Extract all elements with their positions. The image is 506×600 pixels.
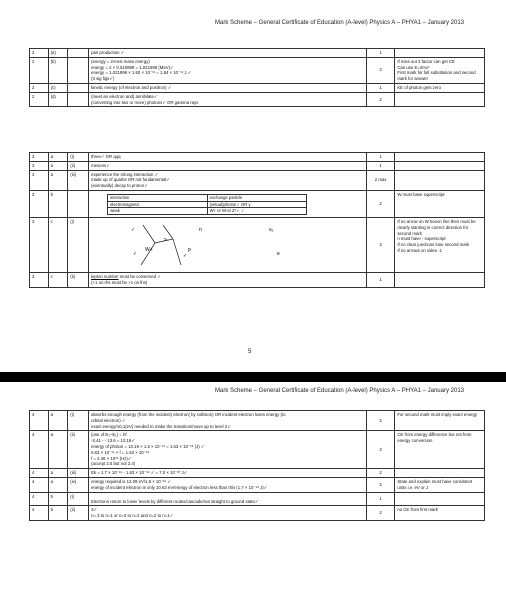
table-row: [30, 477, 485, 492]
q-part: (c): [48, 83, 68, 92]
note-line: CE from energy difference but not from energy conversion: [397, 432, 472, 444]
q-part: a: [48, 161, 68, 170]
q-part: a: [48, 431, 68, 469]
q-part: (a): [48, 49, 68, 58]
inner-header: exchange particle: [207, 194, 307, 201]
q-part: c: [48, 218, 68, 273]
q-number: 3: [30, 170, 49, 190]
tick-mark: ✓: [131, 227, 136, 233]
inner-cell: W+ or W-or Z⁰✓ ✓: [207, 208, 307, 215]
q-number: 3: [30, 161, 49, 170]
q-subpart: (ii): [68, 273, 89, 288]
mark-cell: 3: [366, 431, 394, 469]
answer-line: energy of photon = 10.19 × 1.6 × 10⁻¹⁹ = 1.63 × 10⁻¹⁸ (J) ✓: [91, 443, 205, 449]
q-part: (d): [48, 92, 68, 107]
mark-cell: 1: [366, 273, 394, 288]
q-subpart: [68, 83, 89, 92]
notes-cell: [395, 57, 485, 83]
answer-line: (3 sig figs✓): [91, 76, 115, 82]
notes-cell: [395, 411, 485, 431]
answer-cell: [89, 273, 367, 288]
answer-line: -3.41 - - 13.6 = 10.19✓: [91, 438, 135, 444]
inner-cell: electromagnetic: [108, 201, 208, 208]
answer-line: exact energy/10.1(eV) needed to make the transition/move up to level 2✓: [91, 423, 231, 429]
table-row: [30, 49, 485, 58]
mark-cell: 2: [366, 190, 394, 217]
answer-line: (converting into two or more) photons✓ OR gamma rays: [91, 99, 199, 105]
q-subpart: (i): [68, 153, 89, 162]
note-line: n must have - superscript: [397, 236, 446, 242]
page-number: 5: [248, 349, 252, 355]
answer-line: mesons✓: [91, 162, 110, 168]
q-part: b: [48, 492, 68, 506]
q-number: 3: [30, 153, 49, 162]
mark-cell: 3: [366, 218, 394, 273]
q-part: c: [48, 273, 68, 288]
answer-cell: [89, 92, 367, 107]
note-line: If no clear junctions lose second mark: [397, 242, 470, 248]
q-number: 3: [30, 190, 49, 217]
answer-line: three✓ OR qqq: [91, 154, 121, 159]
inner-cell: weak: [108, 208, 208, 215]
answer-line: experience the strong interaction ✓: [91, 171, 159, 177]
note-line: For second mark must imply exact energy: [397, 412, 478, 417]
notes-cell: [395, 469, 485, 478]
answer-line: made up of quarks OR not fundamental✓: [91, 177, 170, 183]
q-number: 4: [30, 411, 49, 431]
answer-line: 6.63 × 10⁻³⁴ × f = 1.63 × 10⁻¹⁸: [91, 449, 150, 455]
q-subpart: (i): [68, 492, 89, 506]
note-line: If no arrows on sides -1: [397, 247, 442, 253]
label-e: e: [277, 251, 280, 257]
table-row: [30, 506, 485, 521]
answer-cell: [89, 83, 367, 92]
q-number: 2: [30, 57, 49, 83]
q-subpart: [68, 190, 89, 217]
q-number: 2: [30, 92, 49, 107]
table-row: [30, 273, 485, 288]
answer-cell: [89, 431, 367, 469]
answer-cell: [89, 506, 367, 521]
note-line: Can use E=2mc²: [397, 64, 430, 70]
q-subpart: [68, 49, 89, 58]
answer-line: (energy = 2×rest mass energy): [91, 58, 150, 64]
q-part: a: [48, 170, 68, 190]
answer-line: (accept 2.5 but not 2.4): [91, 461, 136, 467]
answer-line: orbital electron) ✓: [91, 417, 126, 423]
mark-scheme-page-6: [0, 382, 506, 600]
q-number: 4: [30, 477, 49, 492]
q-subpart: (ii): [68, 161, 89, 170]
inner-cell: (virtual)photon✓ OR γ: [207, 201, 307, 208]
table-row: [30, 469, 485, 478]
label-p: p: [188, 247, 191, 253]
answer-line: (eventually) decay to proton✓: [91, 183, 148, 189]
mark-cell: 2: [366, 92, 394, 107]
mark-cell: 3: [366, 57, 394, 83]
answer-cell: [89, 469, 367, 478]
mark-cell: 2 max: [366, 170, 394, 190]
notes-cell: [395, 161, 485, 170]
mark-cell: 1: [366, 161, 394, 170]
notes-cell: [395, 218, 485, 273]
table-row: [30, 161, 485, 170]
answer-cell: [89, 49, 367, 58]
q-part: a: [48, 477, 68, 492]
q-number: 2: [30, 83, 49, 92]
q-subpart: (iii): [68, 170, 89, 190]
answer-line: f = 2.46 × 10¹⁵ (Hz)✓: [91, 455, 132, 461]
q-part: a: [48, 469, 68, 478]
answer-line: energy = 1.021998 × 1.60 × 10⁻¹³ = 1.64 × 10⁻¹³ J ✓: [91, 70, 192, 76]
mark-cell: 1: [366, 83, 394, 92]
answer-line: energy of incident electron is only 10.63 eV/energy of electron less than this (1.7 × 10⁻¹⁸ J)✓: [91, 484, 268, 490]
q-subpart: (i): [68, 411, 89, 431]
mark-cell: 2: [366, 506, 394, 521]
answer-line: absorbs enough energy (from the incident) electron( by collision) OR incident electron loses energy (to: [91, 412, 286, 417]
feynman-diagram: [91, 221, 291, 271]
q-part: a: [48, 411, 68, 431]
q-number: 4: [30, 492, 49, 506]
table-row: [30, 153, 485, 162]
page-header: Mark Scheme – General Certificate of Education (A-level) Physics A – PHYA1 – January 2013: [214, 20, 464, 26]
mark-cell: 2: [366, 411, 394, 431]
q-subpart: (ii): [68, 506, 89, 521]
interaction-table: [107, 194, 307, 215]
answer-line: (+1 on rhs must be +1 on lhs): [91, 279, 148, 285]
tick-mark: ✓: [183, 253, 188, 259]
label-n: n: [199, 227, 202, 233]
notes-cell: [395, 190, 485, 217]
q4-table: [29, 410, 485, 521]
mark-cell: 1: [366, 153, 394, 162]
page-header: Mark Scheme – General Certificate of Education (A-level) Physics A – PHYA1 – January 2013: [214, 388, 464, 394]
answer-underlined: lepton number: [91, 274, 119, 279]
answer-rest: must be conserved ✓: [118, 274, 161, 279]
table-row: [30, 170, 485, 190]
answer-cell: [89, 492, 367, 506]
q-number: 3: [30, 218, 49, 273]
note-line: State and explain must have consistent units i.e. eV or J: [397, 478, 473, 490]
table-row: [30, 218, 485, 273]
answer-line: 3✓: [91, 507, 98, 513]
table-row: [30, 57, 485, 83]
mark-cell: 2: [366, 477, 394, 492]
answer-line: pair production ✓: [91, 50, 125, 55]
q-number: 4: [30, 431, 49, 469]
q-number: 3: [30, 273, 49, 288]
table-row: [30, 92, 485, 107]
q-number: 4: [30, 469, 49, 478]
note-line: W must have superscript: [397, 191, 445, 197]
q-number: 4: [30, 506, 49, 521]
answer-cell: [89, 477, 367, 492]
answer-line: (meet an electron and) annihilate✓: [91, 93, 158, 99]
notes-cell: [395, 431, 485, 469]
q-subpart: [68, 57, 89, 83]
answer-line: energy = 2 × 0.510999 = 1.021998 (MeV)✓: [91, 64, 174, 70]
note-line: First mark for full substitution and second mark for answer: [397, 70, 476, 82]
answer-cell: [89, 57, 367, 83]
answer-cell: [89, 161, 367, 170]
answer-cell: [89, 190, 367, 217]
answer-line: (use of E₂–E₁) = hf: [91, 432, 127, 438]
note-line: no CE from first mark: [397, 507, 438, 513]
notes-cell: [395, 153, 485, 162]
label-ve: vₑ: [269, 227, 274, 233]
table-row: [30, 431, 485, 469]
mark-cell: 2: [366, 469, 394, 478]
q-part: b: [48, 190, 68, 217]
q-subpart: [68, 92, 89, 107]
notes-cell: [395, 477, 485, 492]
note-line: KE of photon gets zero: [397, 84, 442, 90]
q-subpart: (iv): [68, 477, 89, 492]
note-line: If no arrow on W boson line then must be clearly slanting in correct direction for second mark: [397, 219, 476, 236]
answer-cell: [89, 153, 367, 162]
answer-line: kinetic energy (of electron and positron) ✓: [91, 84, 172, 90]
q-part: a: [48, 153, 68, 162]
notes-cell: [395, 506, 485, 521]
answer-cell: [89, 170, 367, 190]
notes-cell: [395, 273, 485, 288]
answer-line: energy required is 12.09 eV/1.9 × 10⁻¹⁸ ✓: [91, 478, 172, 484]
q-part: (b): [48, 57, 68, 83]
q-subpart: (ii): [68, 431, 89, 469]
answer-line: Electrons return to lower levels by different routes/cascade/not straight to ground state✓: [91, 498, 259, 504]
notes-cell: [395, 170, 485, 190]
page-divider: [0, 372, 506, 382]
tick-mark: ✓: [133, 251, 138, 257]
inner-header: interaction: [108, 194, 208, 201]
q3-table: [29, 152, 485, 288]
notes-cell: [395, 92, 485, 107]
note-line: If miss out 2 factor can get CE: [397, 58, 455, 64]
notes-cell: [395, 492, 485, 506]
table-row: [30, 492, 485, 506]
label-w: W+: [145, 247, 153, 253]
answer-line: n= 3 to n=1 or n=3 to n=2 and n=2 to n=1✓: [91, 513, 174, 519]
mark-cell: 1: [366, 492, 394, 506]
answer-line: Ek = 1.7 × 10⁻¹⁸ - 1.63 × 10⁻¹⁸ ✓ = 7.0 × 10⁻²⁰ J✓: [91, 470, 188, 476]
table-row: [30, 411, 485, 431]
notes-cell: [395, 49, 485, 58]
q2-table: [29, 48, 485, 107]
answer-cell: [89, 218, 367, 273]
q-part: b: [48, 506, 68, 521]
q-subpart: (iii): [68, 469, 89, 478]
q-subpart: (i): [68, 218, 89, 273]
notes-cell: [395, 83, 485, 92]
table-row: [30, 83, 485, 92]
mark-cell: 1: [366, 49, 394, 58]
answer-cell: [89, 411, 367, 431]
q-number: 2: [30, 49, 49, 58]
table-row: [30, 190, 485, 217]
